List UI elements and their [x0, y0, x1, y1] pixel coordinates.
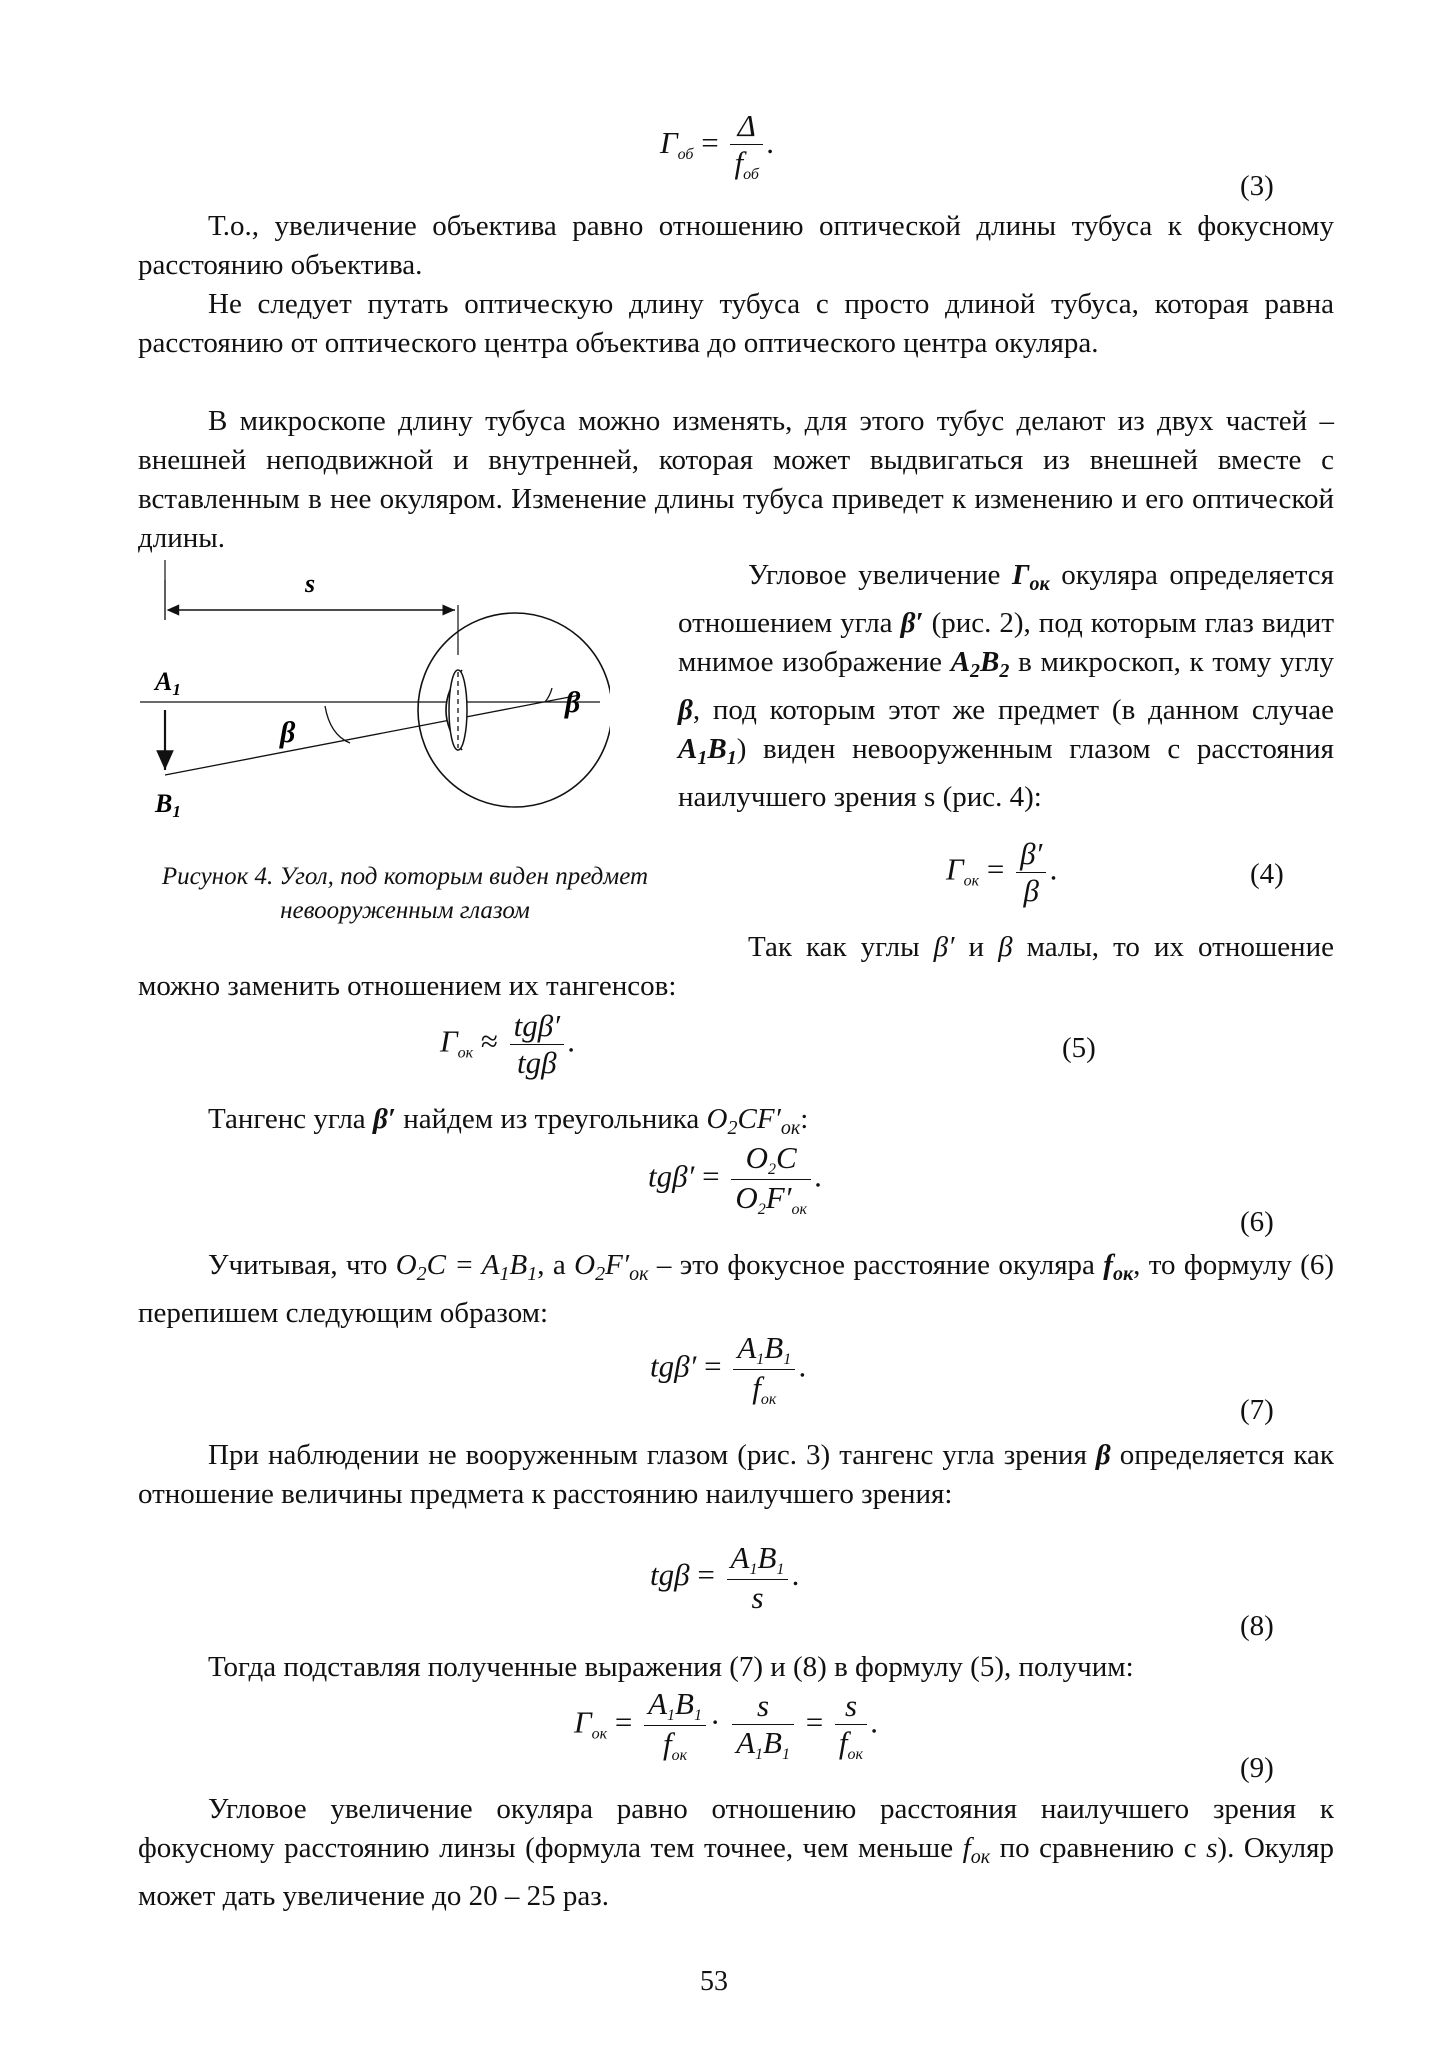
equation-number-5: (5): [1062, 1032, 1096, 1064]
equation-number-9: (9): [1240, 1752, 1274, 1784]
label-beta-right: β: [565, 686, 581, 719]
page-number: 53: [700, 1966, 728, 1997]
paragraph-5: Так как углы β′ и β малы, то их отношение можно заменить отношением их тангенсов:: [138, 931, 1334, 1002]
paragraph-2: Не следует путать оптическую длину тубуса с просто длиной тубуса, которая равна расстоянию от оптического центра объектива до оптического центра окуляра.: [138, 288, 1334, 359]
paragraph-6: Тангенс угла β′ найдем из треугольника $O_2CF'_{ок}$:: [208, 1103, 809, 1139]
paragraph-4: Угловое увеличение $Г_{ок}$ окуляра определяется отношением угла β′ (рис. 2), под которым глаз видит мнимое изображение $A_2B_2$ в микроскоп, к тому углу β, под которым этот же предмет (в данном случае $A_1B_1$) виден невооруженным глазом с расстояния наилучшего зрения s (рис. 4):: [678, 559, 1334, 813]
equation-number-4: (4): [1250, 858, 1284, 890]
equation-number-6: (6): [1240, 1206, 1274, 1238]
paragraph-1: Т.о., увеличение объектива равно отношению оптической длины тубуса к фокусному расстоянию объектива.: [138, 210, 1334, 281]
equation-number-3: (3): [1240, 170, 1274, 202]
equation-8: tgβ = $\frac{A_1B_1}{s}$ .: [650, 1540, 801, 1615]
equation-3: $Г_{об}$ = $\frac{\Delta}{f_{об}}$ .: [660, 108, 775, 183]
figure-caption: Рисунок 4. Угол, под которым виден предмет невооруженным глазом: [161, 863, 649, 924]
figure-eye-angle: [140, 560, 610, 820]
label-b1: B1: [155, 789, 181, 820]
label-s: s: [305, 569, 316, 598]
paragraph-7: Учитывая, что $O_2C = A_1B_1$, а $O_2F'_{ок}$ – это фокусное расстояние окуляра $f_{ок}$, то формулу (6) перепишем следующим образом:: [138, 1249, 1334, 1329]
equation-number-8: (8): [1240, 1610, 1274, 1642]
paragraph-3: В микроскопе длину тубуса можно изменять, для этого тубус делают из двух частей – внешней неподвижной и внутренней, которая может выдвигаться из внешней вместе с вставленным в нее окуляром. Изменение длины тубуса приведет к изменению и его оптической длины.: [138, 405, 1334, 554]
equation-number-7: (7): [1240, 1394, 1274, 1426]
label-a1: A1: [155, 667, 181, 699]
equation-6: tgβ′ = $\frac{O_2C}{O_2F'_{ок}}$ .: [648, 1140, 823, 1218]
equation-5: $Г_{ок}$ ≈ $\frac{\text{tgβ′}}{\text{tgβ}}$ .: [440, 1008, 576, 1080]
paragraph-9: Тогда подставляя полученные выражения (7) и (8) в формулу (5), получим:: [208, 1651, 1134, 1683]
equation-7: tgβ′ = $\frac{A_1B_1}{f_{ок}}$ .: [650, 1330, 807, 1408]
equation-9: $Г_{ок}$ = $\frac{A_1B_1}{f_{ок}}$ · $\frac{s}{A_1B_1}$ = $\frac{s}{f_{ок}}$ .: [574, 1686, 879, 1764]
equation-4: $Г_{ок}$ = $\frac{\beta'}{\beta}$ .: [946, 836, 1059, 908]
label-beta-left: β: [280, 716, 296, 749]
paragraph-10: Угловое увеличение окуляра равно отношению расстояния наилучшего зрения к фокусному расстоянию линзы (формула тем точнее, чем меньше $f_{ок}$ по сравнению с s). Окуляр может дать увеличение до 20 – 25 раз.: [138, 1793, 1334, 1912]
paragraph-8: При наблюдении не вооруженным глазом (рис. 3) тангенс угла зрения β определяется как отношение величины предмета к расстоянию наилучшего зрения:: [138, 1439, 1334, 1510]
